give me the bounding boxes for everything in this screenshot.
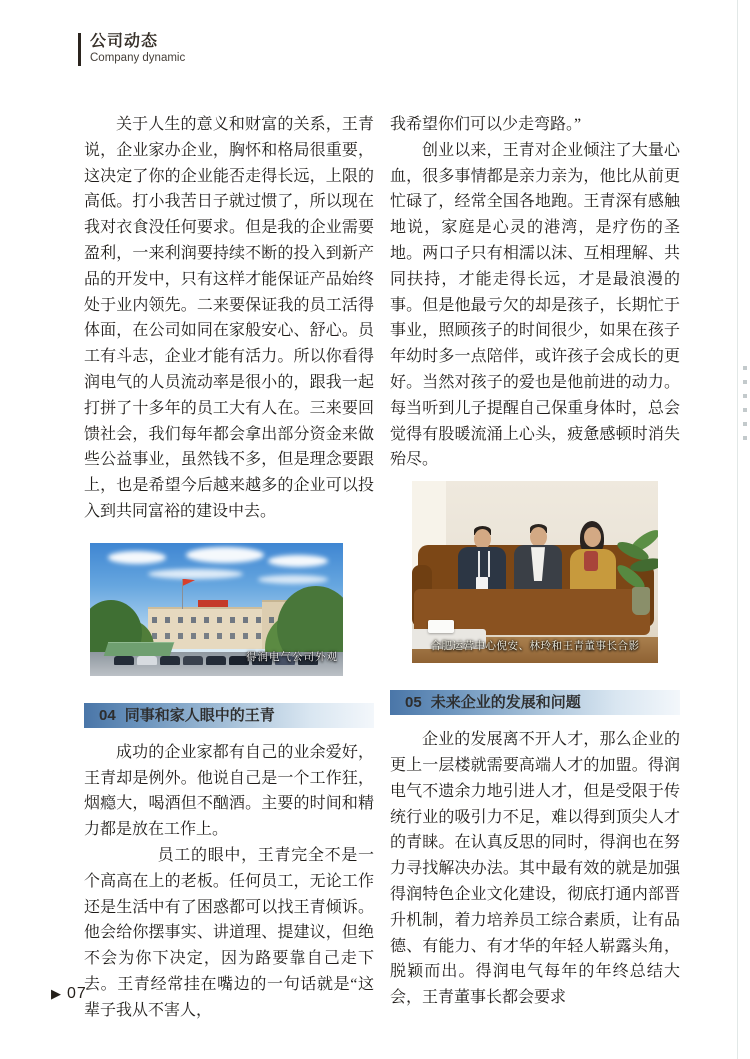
cloud: [258, 575, 328, 584]
lanyard: [478, 551, 490, 577]
group-photo: [412, 481, 658, 663]
page-edge-line: [737, 0, 738, 1059]
left-paragraph-1: 关于人生的意义和财富的关系，王青说，企业家办企业，胸怀和格局很重要，这决定了你的企业能否走得长远，上限的高低。打小我苦日子就过惯了，所以现在我对衣食没任何要求。但是我的企业需要盈利，一来利润要持续不断的投入到新产品的开发中，只有这样才能保证产品始终处于业内领先。二来要保证我的员工活得体面，在公司如同在家般安心、舒心。员工有斗志，企业才能有活力。所以你看得润电气的人员流动率是很小的，跟我一起打拼了十多年的员工大有人在。三来要回馈社会，我们每年都会拿出部分资金来做些公益事业，虽然钱不多，但是理念要跟上，也是希望今后越来越多的企业可以投入到共同富裕的建设中去。: [84, 116, 374, 520]
left-paragraph-3: 员工的眼中，王青完全不是一个高高在上的老板。任何员工，无论工作还是生活中有了困惑都可以找王青倾诉。他会给你摆事实、讲道理、提建议，但绝不会为你下决定，因为路要靠自己走下去。王青经常挂在嘴边的一句话就是“这辈子我从不害人，: [84, 846, 374, 1019]
header-title-en: Company dynamic: [90, 52, 186, 64]
right-column: [390, 112, 680, 1011]
left-column: [84, 112, 374, 1024]
section-number: 04: [99, 706, 116, 724]
tissue-box: [428, 620, 454, 633]
section-number: 05: [405, 694, 422, 712]
section-header-05: [390, 690, 680, 715]
building-windows: [152, 633, 274, 639]
binding-marks: [743, 366, 747, 446]
header-rule: [78, 33, 81, 66]
woman-scarf: [584, 551, 598, 571]
right-paragraph-3: 企业的发展离不开人才，那么企业的更上一层楼就需要高端人才的加盟。得润电气不遗余力地引进人才，但是受限于传统行业的吸引力不足，难以得到顶尖人才的青睐。在认真反思的同时，得润也在努力寻找解决办法。其中最有效的就是加强得润特色企业文化建设，彻底打通内部晋升机制，着力培养员工综合素质，让有品德、有能力、有才华的年轻人崭露头角，脱颖而出。得润电气每年的年终总结大会，王青董事长都会要求: [390, 731, 680, 1007]
cloud: [108, 551, 166, 564]
left-paragraph-2: 成功的企业家都有自己的业余爱好，王青却是例外。他说自己是一个工作狂，烟瘾大，喝酒但不酗酒。主要的时间和精力都是放在工作上。: [84, 743, 374, 839]
page-number: 07: [67, 985, 87, 1002]
building-windows: [152, 617, 274, 623]
section-title: 同事和家人眼中的王青: [124, 706, 275, 724]
plant-pot: [632, 587, 650, 615]
photo-caption: 得润电气公司外观: [246, 650, 338, 663]
right-triangle-icon: ▶: [51, 986, 61, 1001]
header-title-cn: 公司动态: [90, 33, 159, 50]
section-title: 未来企业的发展和问题: [430, 694, 581, 712]
potted-plant: [610, 529, 658, 621]
flag-pole: [182, 579, 183, 609]
cloud: [148, 569, 243, 579]
right-paragraph-2: 创业以来，王青对企业倾注了大量心血，很多事情都是亲力亲为，他比从前更忙碌了，经常全国各地跑。王青深有感触地说，家庭是心灵的港湾，是疗伤的圣地。两口子只有相濡以沫、互相理解、共同扶持，才能走得长远，才是最浪漫的事。但是他最亏欠的却是孩子，长期忙于事业，照顾孩子的时间很少，如果在孩子年幼时多一点陪伴，或许孩子会成长的更好。当然对孩子的爱也是他前进的动力。每当听到儿子提醒自己保重身体时，总会觉得有股暖流涌上心头，疲惫感顿时消失殆尽。: [390, 141, 680, 469]
header-titles: [90, 33, 185, 66]
cloud: [268, 555, 328, 567]
building-sign: [198, 600, 228, 607]
photo-caption: 合肥运营中心倪安、林玲和王青董事长合影: [430, 640, 640, 653]
sports-court: [104, 642, 175, 656]
company-building-photo: [90, 543, 343, 676]
page-footer: [51, 985, 87, 1003]
right-paragraph-1: 我希望你们可以少走弯路。”: [390, 116, 582, 133]
section-header-04: [84, 703, 374, 728]
page-header: [78, 33, 185, 66]
cloud: [186, 547, 264, 563]
